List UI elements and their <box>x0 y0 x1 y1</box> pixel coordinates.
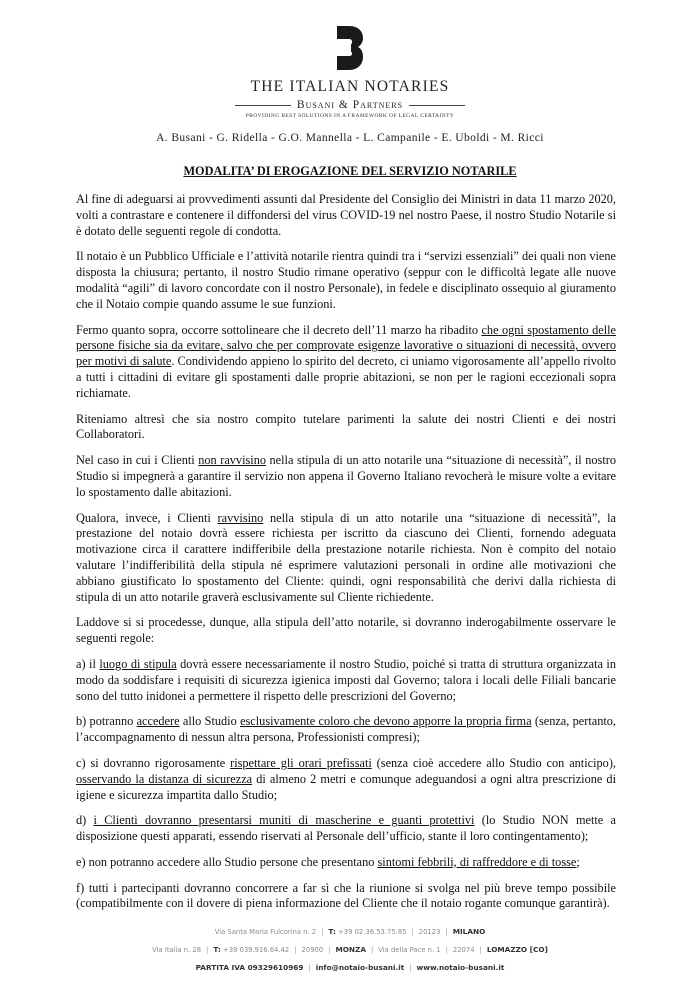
underlined-text: sintomi febbrili, di raffreddore e di tosse <box>377 854 577 869</box>
city: MILANO <box>452 927 486 936</box>
city: LOMAZZO [CO] <box>486 945 548 954</box>
divider <box>235 105 291 106</box>
address: Via Santa Maria Fulcorina n. 2 <box>214 928 317 936</box>
rule-d <box>76 813 616 845</box>
text: di almeno 2 metri e comunque adeguandosi a ogni altra prescrizione di igiene e sicurezza impartita dallo Studio; <box>76 771 616 802</box>
tel-label: T: <box>213 945 221 954</box>
document-title: MODALITA’ DI EROGAZIONE DEL SERVIZIO NOTARILE <box>183 164 517 178</box>
text: . Condividendo appieno lo spirito del decreto, ci uniamo vigorosamente all’appello rivolto a tutti i cittadini di evitare gli spostamenti dalle proprie abitazioni, se non per le ragioni eccezionali sopra richiamate. <box>76 354 616 400</box>
underlined-text: non ravvisino <box>198 453 266 468</box>
underlined-text: ravvisino <box>217 510 264 525</box>
firm-name: THE ITALIAN NOTARIES <box>250 78 450 95</box>
rule-c <box>76 756 616 803</box>
text: a) il <box>76 656 100 671</box>
paragraph <box>76 323 616 402</box>
postal-code: 22074 <box>452 946 475 954</box>
paragraph: Laddove si si procedesse, dunque, alla stipula dell’atto notarile, si dovranno inderogabilmente osservare le seguenti regole: <box>76 615 616 646</box>
text: (senza, pertanto, l’accompagnamento di nessun altra persona, Professionisti compresi); <box>76 714 617 745</box>
address: Via della Pace n. 1 <box>378 946 441 954</box>
underlined-text: luogo di stipula <box>99 656 177 671</box>
underlined-text: esclusivamente coloro che devono apporre la propria firma <box>240 714 532 729</box>
rule-f: f) tutti i partecipanti dovranno concorrere a far sì che la riunione si svolga nel più breve tempo possibile (compatibilmente con il dovere di piena informazione del Cliente che il notaio rogante comunque garantirà). <box>76 880 616 911</box>
stylized-b-logo-icon <box>335 26 365 70</box>
text: nella stipula di un atto notarile una “situazione di necessità”, la prestazione del notaio dovrà essere richiesta per iscritto da ciascuno dei Clienti, fornendo adeguata motivazione circa il carattere indifferibile della prestazione notarile richiesta. Non è compito del notaio valutare l’indifferibilità della stipula né esprimere valutazioni personali in ordine alle motivazioni che abbiano giustificato lo spostamento del Cliente: quindi, ogni responsabilità che derivi dalla richiesta di stipula di un atto notarile graverà esclusivamente sul Cliente richiedente. <box>76 510 616 604</box>
underlined-text: accedere <box>136 714 180 729</box>
rule-b <box>76 714 616 746</box>
website-link[interactable]: www.notaio-busani.it <box>416 963 505 972</box>
paragraph: Il notaio è un Pubblico Ufficiale e l’attività notarile rientra quindi tra i “servizi essenziali” dei quali non viene disposta la chiusura; pertanto, il nostro Studio rimane operativo (seppur con le difficoltà legate alle nuove modalità “agili” di lavoro concordate con il nostro Personale), in fedele e disciplinato ossequio al giuramento che il Notaio compie quando assume le sue funzioni. <box>76 249 616 311</box>
underlined-text: che ogni spostamento delle persone fisiche sia da evitare, salvo che per comprovate esigenze lavorative o situazioni di necessità, ovvero per motivi di salute <box>76 322 616 369</box>
paragraph: Riteniamo altresì che sia nostro compito tutelare parimenti la salute dei nostri Clienti e dei nostri Collaboratori. <box>76 411 616 442</box>
rule-e <box>76 855 616 871</box>
email-link[interactable]: info@notaio-busani.it <box>315 963 405 972</box>
firm-sub-row <box>0 99 700 111</box>
underlined-text: rispettare gli orari prefissati <box>230 755 372 770</box>
letterhead <box>0 26 700 144</box>
text: b) potranno <box>76 714 137 729</box>
address: Via Italia n. 28 <box>152 946 202 954</box>
postal-code: 20900 <box>301 946 324 954</box>
text: d) <box>76 813 94 828</box>
firm-subtitle: Busani & Partners <box>296 99 404 111</box>
text: allo Studio <box>179 714 241 729</box>
footer-line-3: PARTITA IVA 09329610969 | info@notaio-busani.it | www.notaio-busani.it <box>195 963 505 972</box>
footer <box>0 923 700 977</box>
text: (senza cioè accedere allo Studio con anticipo), <box>371 755 616 770</box>
vat-number: PARTITA IVA 09329610969 <box>195 963 304 972</box>
rule-a <box>76 657 616 704</box>
text: nella stipula di un atto notarile una “situazione di necessità”, il nostro Studio si impegnerà a garantire il servizio non appena il Governo Italiano revocherà le misure volte a evitare lo spostamento dalle abitazioni. <box>76 453 616 499</box>
footer-line-1: Via Santa Maria Fulcorina n. 2 | T: +39 02.36.53.75.85 | 20123 | MILANO <box>214 927 486 936</box>
divider <box>409 105 465 106</box>
phone: +39 039.916.64.42 <box>223 946 290 954</box>
text: Nel caso in cui i Clienti <box>76 453 199 468</box>
tel-label: T: <box>328 927 336 936</box>
text: Qualora, invece, i Clienti <box>76 510 218 525</box>
document-body <box>76 192 616 922</box>
text: e) non potranno accedere allo Studio persone che presentano <box>76 854 378 869</box>
text: (lo Studio NON mette a disposizione questi apparati, essendo riservati al Personale dell’ufficio, stante il loro contingentamento); <box>76 813 616 844</box>
firm-tagline: PROVIDING BEST SOLUTIONS IN A FRAMEWORK OF LEGAL CERTAINTY <box>245 113 455 119</box>
paragraph <box>76 511 616 606</box>
underlined-text: i Clienti dovranno presentarsi muniti di mascherine e guanti protettivi <box>93 813 475 828</box>
text: ; <box>576 854 580 869</box>
partners-list: A. Busani - G. Ridella - G.O. Mannella - L. Campanile - E. Uboldi - M. Ricci <box>156 132 544 144</box>
postal-code: 20123 <box>418 928 441 936</box>
text: dovrà essere necessariamente il nostro Studio, poiché si tratta di struttura organizzata in modo da soddisfare i requisiti di sicurezza igienica imposti dal Governo; talora i locali delle Filiali bancarie sono del tutto inidonei a permettere il rispetto delle prescrizioni del Governo; <box>76 656 616 703</box>
paragraph: Al fine di adeguarsi ai provvedimenti assunti dal Presidente del Consiglio dei Ministri in data 11 marzo 2020, volti a contrastare e contenere il diffondersi del virus COVID-19 nel nostro Paese, il nostro Studio Notarile si è dotato delle seguenti regole di condotta. <box>76 192 616 238</box>
text: c) si dovranno rigorosamente <box>76 755 231 770</box>
footer-line-2: Via Italia n. 28 | T: +39 039.916.64.42 | 20900 | MONZA | Via della Pace n. 1 | 22074 | LOMAZZO [CO] <box>152 945 548 954</box>
city: MONZA <box>335 945 366 954</box>
phone: +39 02.36.53.75.85 <box>338 928 407 936</box>
paragraph <box>76 453 616 500</box>
text: Fermo quanto sopra, occorre sottolineare che il decreto dell’11 marzo ha ribadito <box>76 322 482 337</box>
underlined-text: osservando la distanza di sicurezza <box>76 771 253 786</box>
